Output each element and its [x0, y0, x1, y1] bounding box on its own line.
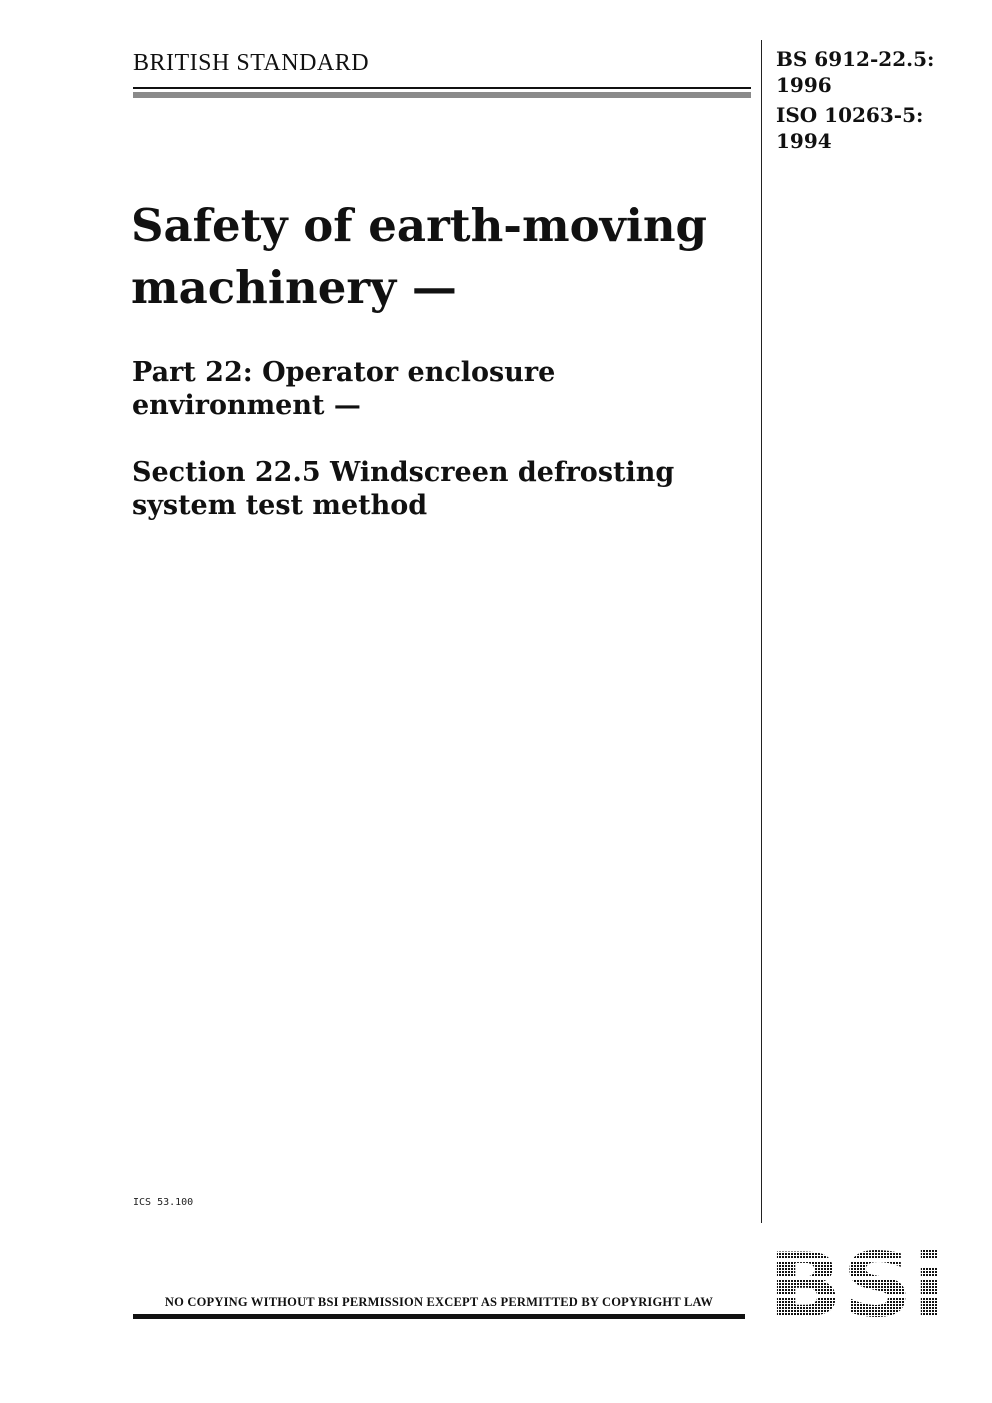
- bs-year: 1996: [776, 73, 832, 97]
- bsi-logo: [770, 1244, 945, 1320]
- copyright-notice: NO COPYING WITHOUT BSI PERMISSION EXCEPT AS PERMITTED BY COPYRIGHT LAW: [164, 1295, 714, 1309]
- bs-number: BS 6912-22.5:: [776, 47, 935, 71]
- standard-numbers: [776, 46, 934, 154]
- document-title-line-1: Safety of earth-moving: [131, 199, 708, 252]
- iso-number: ISO 10263-5:: [776, 103, 924, 127]
- section-title: [132, 456, 742, 522]
- section-title-line-1: Section 22.5 Windscreen defrosting: [132, 457, 675, 488]
- document-title-line-2: machinery —: [131, 261, 457, 314]
- vertical-divider: [761, 40, 762, 1223]
- standard-type-label: BRITISH STANDARD: [133, 50, 370, 76]
- document-title: [131, 195, 741, 319]
- part-title: [132, 356, 742, 422]
- section-title-line-2: system test method: [132, 490, 428, 521]
- header-rule-thin: [133, 87, 751, 89]
- header-rule-thick: [133, 92, 751, 98]
- part-title-line-1: Part 22: Operator enclosure: [132, 357, 556, 388]
- footer-rule: [133, 1314, 745, 1319]
- iso-year: 1994: [776, 129, 832, 153]
- part-title-line-2: environment —: [132, 390, 361, 421]
- ics-code: ICS 53.100: [133, 1197, 194, 1208]
